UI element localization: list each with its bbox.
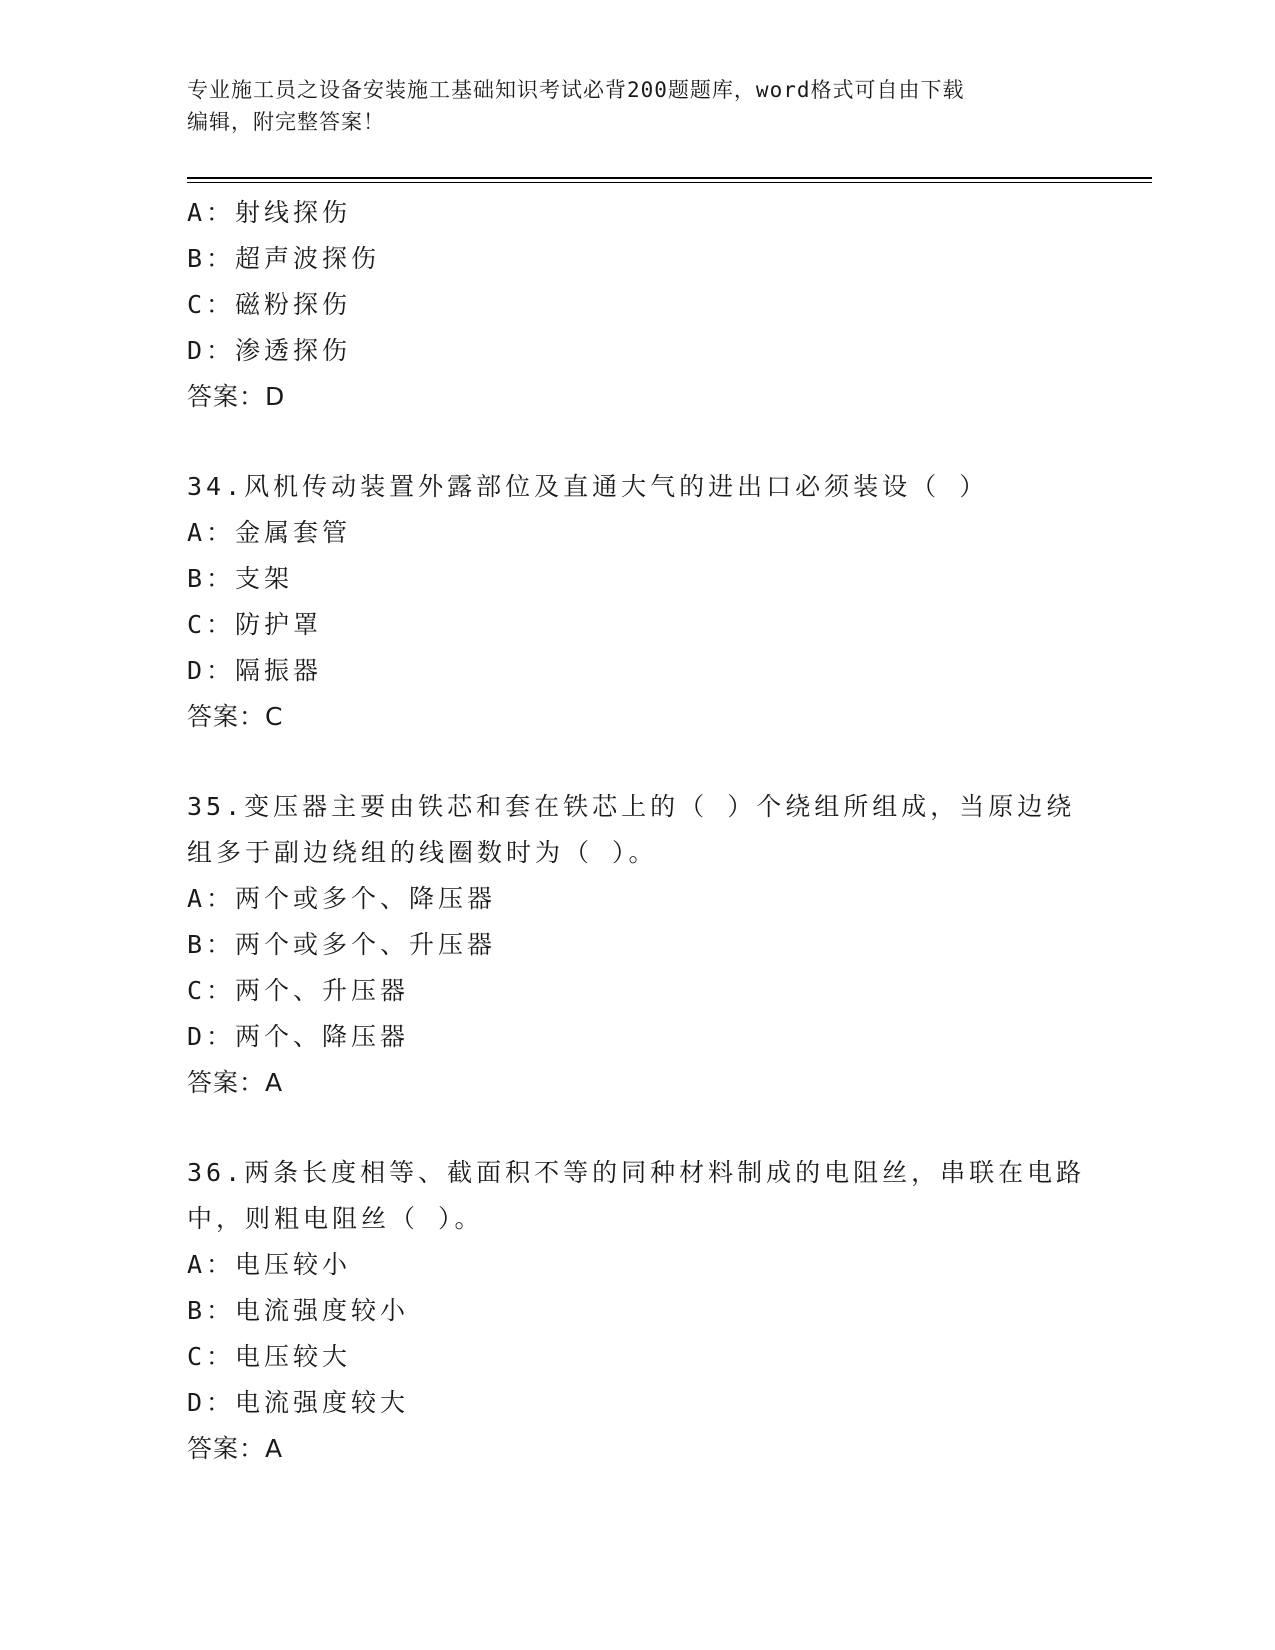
spacer [187,740,1107,784]
option-a: A：电压较小 [187,1250,352,1279]
option-b: B：两个或多个、升压器 [187,930,497,959]
option-c: C：防护罩 [187,610,323,639]
header-title-line2: 编辑，附完整答案！ [187,110,385,134]
option-c: C：磁粉探伤 [187,290,352,319]
header-divider-thick [187,177,1152,179]
answer: 答案：D [187,382,286,411]
header-divider-thin [187,182,1152,183]
option-d: D：两个、降压器 [187,1022,410,1051]
question-text-line2: 组多于副边绕组的线圈数时为（ ）。 [187,838,658,867]
question-text: 34.风机传动装置外露部位及直通大气的进出口必须装设（ ） [187,472,989,501]
document-header [187,74,1087,138]
option-d: D：渗透探伤 [187,336,352,365]
answer: 答案：A [187,1068,284,1097]
question-text-line1: 35.变压器主要由铁芯和套在铁芯上的（ ）个绕组所组成，当原边绕 [187,792,1076,821]
question-33 [187,190,1107,420]
answer: 答案：C [187,702,284,731]
option-a: A：金属套管 [187,518,352,547]
question-36 [187,1150,1107,1472]
spacer [187,1106,1107,1150]
spacer [187,420,1107,464]
option-d: D：电流强度较大 [187,1388,410,1417]
option-b: B：支架 [187,564,294,593]
question-35 [187,784,1107,1106]
option-a: A：射线探伤 [187,198,352,227]
answer: 答案：A [187,1434,284,1463]
question-list [187,190,1107,1472]
option-b: B：超声波探伤 [187,244,381,273]
option-a: A：两个或多个、降压器 [187,884,497,913]
option-b: B：电流强度较小 [187,1296,410,1325]
question-text-line1: 36.两条长度相等、截面积不等的同种材料制成的电阻丝，串联在电路 [187,1158,1086,1187]
option-c: C：两个、升压器 [187,976,410,1005]
header-title-line1: 专业施工员之设备安装施工基础知识考试必背200题题库，word格式可自由下载 [187,78,965,102]
question-34 [187,464,1107,740]
option-c: C：电压较大 [187,1342,352,1371]
question-text-line2: 中，则粗电阻丝（ ）。 [187,1204,484,1233]
option-d: D：隔振器 [187,656,323,685]
